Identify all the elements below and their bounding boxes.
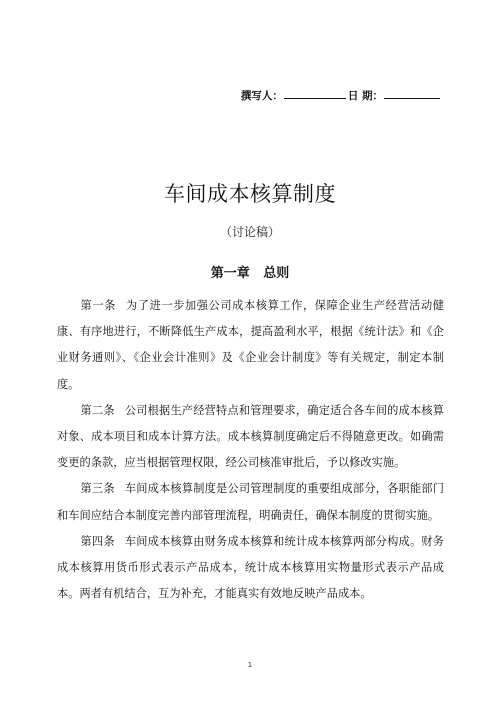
author-label: 撰写人：	[240, 90, 283, 102]
article-3	[57, 476, 444, 528]
document-body	[57, 293, 444, 607]
article-1	[57, 293, 444, 398]
article-text: 车间成本核算制度是公司管理制度的重要组成部分，各职能部门和车间应结合本制度完善内部管理流程，明确责任，确保本制度的贯彻实施。	[57, 482, 444, 522]
chapter-heading: 第一章 总则	[210, 266, 290, 281]
document-subtitle: （讨论稿）	[219, 225, 280, 239]
date-label: 日 期：	[347, 90, 383, 102]
article-text: 为了进一步加强公司成本核算工作，保障企业生产经营活动健康、有序地进行，不断降低生产成本，提高盈利水平，根据《统计法》和《企业财务通则》、《企业会计准则》及《企业会计制度》等有关规定，制定本制度。	[57, 299, 444, 391]
article-text: 车间成本核算由财务成本核算和统计成本核算两部分构成。财务成本核算用货币形式表示产品成本，统计成本核算用实物量形式表示产品成本。两者有机结合，互为补充，才能真实有效地反映产品成本。	[57, 534, 444, 601]
article-number: 第一条	[80, 299, 116, 312]
author-blank	[284, 86, 346, 99]
document-title: 车间成本核算制度	[164, 182, 336, 206]
article-number: 第二条	[80, 403, 115, 417]
article-number: 第四条	[80, 534, 115, 548]
article-2	[57, 398, 444, 477]
article-number: 第三条	[80, 482, 115, 496]
article-text: 公司根据生产经营特点和管理要求，确定适合各车间的成本核算对象、成本项目和成本计算方法。成本核算制度确定后不得随意更改。如确需变更的条款，应当根据管理权限，经公司核准审批后，予以修改实施。	[57, 403, 444, 470]
date-blank	[384, 86, 440, 99]
page-number: 1	[247, 661, 253, 669]
article-4	[57, 529, 444, 608]
author-date-line	[241, 86, 442, 103]
